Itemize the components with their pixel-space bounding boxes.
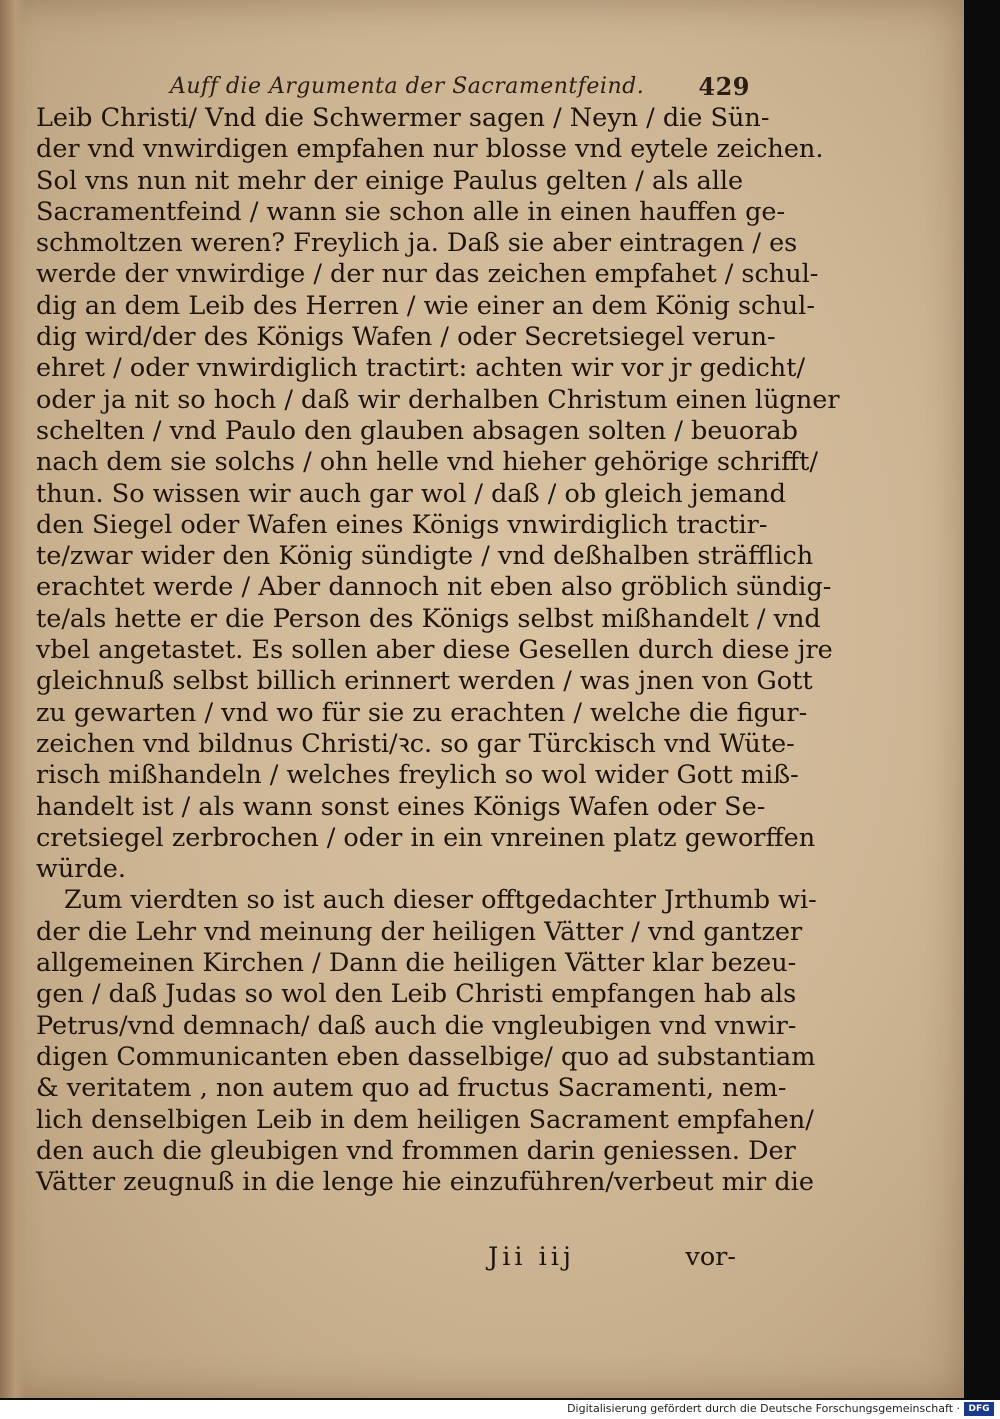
text-line: Sol vns nun nit mehr der einige Paulus gelten / als alle xyxy=(36,165,744,196)
text-line: schmoltzen weren? Freylich ja. Daß sie aber eintragen / es xyxy=(36,228,798,259)
text-line: Vätter zeugnuß in die lenge hie einzuführen/verbeut mir die xyxy=(36,1167,814,1198)
text-line: lich denselbigen Leib in dem heiligen Sacrament empfahen/ xyxy=(36,1104,814,1135)
text-line: den auch die gleubigen vnd frommen darin geniessen. Der xyxy=(36,1135,796,1166)
text-line: werde der vnwirdige / der nur das zeichen empfahet / schul- xyxy=(36,259,819,290)
text-line: nach dem sie solchs / ohn helle vnd hieher gehörige schrifft/ xyxy=(36,447,818,478)
text-line: erachtet werde / Aber dannoch nit eben also gröblich sündig- xyxy=(36,572,832,603)
text-line: & veritatem , non autem quo ad fructus Sacramenti, nem- xyxy=(36,1073,787,1104)
running-title: Auff die Argumenta der Sacramentfeind. xyxy=(170,74,645,99)
text-line: vbel angetastet. Es sollen aber diese Gesellen durch diese jre xyxy=(36,635,833,666)
digitization-footer xyxy=(0,1400,1000,1419)
funding-credit: Digitalisierung gefördert durch die Deutsche Forschungsgemeinschaft · xyxy=(567,1402,960,1415)
body-text xyxy=(36,103,840,1198)
text-line: thun. So wissen wir auch gar wol / daß / ob gleich jemand xyxy=(36,478,786,509)
text-line: ehret / oder vnwirdiglich tractirt: achten wir vor jr gedicht/ xyxy=(36,353,806,384)
signature-mark: Jii iij xyxy=(488,1242,575,1272)
text-line: handelt ist / als wann sonst eines Königs Wafen oder Se- xyxy=(36,791,766,822)
text-line: zeichen vnd bildnus Christi/ꝛc. so gar Türckisch vnd Wüte- xyxy=(36,728,795,759)
running-head xyxy=(170,74,750,99)
text-line: allgemeinen Kirchen / Dann die heiligen Vätter klar bezeu- xyxy=(36,948,797,979)
text-line: Sacramentfeind / wann sie schon alle in einen hauffen ge- xyxy=(36,196,786,227)
text-line: oder ja nit so hoch / daß wir derhalben Christum einen lügner xyxy=(36,384,840,415)
text-line: Leib Christi/ Vnd die Schwermer sagen / Neyn / die Sün- xyxy=(36,103,770,133)
text-line: gen / daß Judas so wol den Leib Christi empfangen hab als xyxy=(36,979,797,1010)
dfg-logo-icon[interactable]: DFG xyxy=(964,1402,994,1416)
text-line: der vnd vnwirdigen empfahen nur blosse vnd eytele zeichen. xyxy=(36,134,824,165)
catchword: vor- xyxy=(685,1242,736,1272)
text-line: Petrus/vnd demnach/ daß auch die vngleubigen vnd vnwir- xyxy=(36,1010,797,1041)
text-line: digen Communicanten eben dasselbige/ quo ad substantiam xyxy=(36,1041,816,1072)
text-line: te/zwar wider den König sündigte / vnd deßhalben sträfflich xyxy=(36,541,814,572)
text-line: dig an dem Leib des Herren / wie einer an dem König schul- xyxy=(36,290,815,321)
page-number: 429 xyxy=(698,72,750,101)
text-line: würde. xyxy=(36,854,126,885)
text-line: zu gewarten / vnd wo für sie zu erachten / welche die figur- xyxy=(36,697,808,728)
text-line: den Siegel oder Wafen eines Königs vnwirdiglich tractir- xyxy=(36,509,768,540)
text-line: te/als hette er die Person des Königs selbst mißhandelt / vnd xyxy=(36,603,821,634)
text-line: schelten / vnd Paulo den glauben absagen solten / beuorab xyxy=(36,415,798,446)
text-line: dig wird/der des Königs Wafen / oder Secretsiegel verun- xyxy=(36,322,776,353)
catchline xyxy=(36,1242,736,1274)
text-line: risch mißhandeln / welches freylich so wol wider Gott miß- xyxy=(36,760,799,791)
page-spine-edge xyxy=(0,0,26,1398)
text-line: der die Lehr vnd meinung der heiligen Vätter / vnd gantzer xyxy=(36,916,803,947)
text-line: gleichnuß selbst billich erinnert werden / was jnen von Gott xyxy=(36,666,813,697)
paragraph-start-line: Zum vierdten so ist auch dieser offtgedachter Jrthumb wi- xyxy=(64,885,817,916)
text-line: cretsiegel zerbrochen / oder in ein vnreinen platz geworffen xyxy=(36,822,816,853)
